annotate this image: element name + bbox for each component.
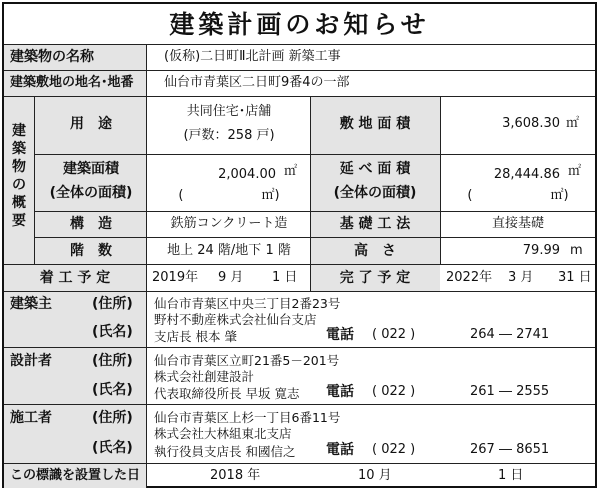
label-contractor: 施工者 xyxy=(10,410,52,426)
label-owner-person: (氏名) xyxy=(92,324,133,340)
label-floor-area: 延 べ 面 積 xyxy=(339,161,411,177)
rule xyxy=(146,44,147,488)
label-floors: 階 数 xyxy=(70,243,112,259)
notice-title: 建築計画のお知らせ xyxy=(169,10,430,39)
value-building-total: ( ㎡) xyxy=(178,188,280,203)
value-building-area: 2,004.00 xyxy=(218,167,276,182)
value-designer-area-code: ( 022 ) xyxy=(372,384,416,399)
value-building-name: (仮称)二日町Ⅱ北計画 新築工事 xyxy=(164,49,341,64)
label-contractor-person: (氏名) xyxy=(92,440,133,456)
unit-site-area: ㎡ xyxy=(566,116,580,131)
label-floor-total: (全体の面積) xyxy=(333,185,417,201)
rule xyxy=(4,463,595,464)
label-owner-address: (住所) xyxy=(92,296,133,312)
value-structure: 鉄筋コンクリート造 xyxy=(170,216,288,231)
value-designer-number: 261 ― 2555 xyxy=(470,384,550,399)
value-start-month: 9 月 xyxy=(218,270,244,285)
rule xyxy=(34,211,595,212)
value-use-line2: (戸数：258 戸) xyxy=(183,128,275,143)
value-start-year: 2019年 xyxy=(152,270,199,285)
value-site-address: 仙台市青葉区二日町9番4の一部 xyxy=(164,75,350,90)
value-owner-person: 支店長 根本 肇 xyxy=(154,329,237,344)
value-completion-day: 31 日 xyxy=(558,270,592,285)
label-building-area: 建築面積 xyxy=(63,161,119,177)
value-contractor-person: 執行役員支店長 和國信之 xyxy=(154,444,296,459)
value-floors: 地上 24 階/地下 1 階 xyxy=(167,243,291,258)
rule xyxy=(4,44,595,45)
value-owner-area-code: ( 022 ) xyxy=(372,327,416,342)
label-completion: 完 了 予 定 xyxy=(339,270,411,286)
label-designer-person: (氏名) xyxy=(92,382,133,398)
label-use: 用 途 xyxy=(70,116,112,132)
rule xyxy=(4,404,595,405)
label-posted-date: この標識を設置した日 xyxy=(10,468,141,483)
label-contractor-phone: 電話 xyxy=(326,442,354,458)
value-foundation: 直接基礎 xyxy=(491,216,544,231)
value-posted-month: 10 月 xyxy=(358,468,392,483)
value-owner-address: 仙台市青葉区中央三丁目2番23号 xyxy=(154,296,341,311)
unit-building-area: ㎡ xyxy=(284,164,298,179)
value-completion-year: 2022年 xyxy=(446,270,493,285)
unit-height: m xyxy=(570,243,583,258)
label-owner-phone: 電話 xyxy=(326,327,354,343)
value-designer-company: 株式会社創建設計 xyxy=(154,369,255,384)
rule xyxy=(4,291,595,292)
notice-board xyxy=(2,2,597,488)
value-site-area: 3,608.30 xyxy=(502,116,560,131)
label-shade-6 xyxy=(4,291,146,463)
value-use-line1: 共同住宅･店舗 xyxy=(186,104,272,119)
rule xyxy=(4,347,595,348)
label-owner: 建築主 xyxy=(10,296,52,312)
label-foundation: 基 礎 工 法 xyxy=(339,216,411,232)
rule xyxy=(34,96,35,264)
value-start-day: 1 日 xyxy=(272,270,298,285)
label-building-total: (全体の面積) xyxy=(49,185,133,201)
value-floor-total: ( ㎡) xyxy=(467,188,569,203)
value-owner-number: 264 ― 2741 xyxy=(470,327,550,342)
rule xyxy=(440,96,441,264)
label-designer-address: (住所) xyxy=(92,353,133,369)
value-posted-day: 1 日 xyxy=(498,468,524,483)
label-structure: 構 造 xyxy=(70,216,112,232)
label-start: 着 工 予 定 xyxy=(39,270,111,286)
value-designer-address: 仙台市青葉区立町21番5－201号 xyxy=(154,353,340,368)
label-height: 高 さ xyxy=(354,243,396,259)
rule xyxy=(4,264,595,265)
value-height: 79.99 xyxy=(522,243,560,258)
rule xyxy=(4,70,595,71)
label-designer-phone: 電話 xyxy=(326,384,354,400)
value-owner-company: 野村不動産株式会社仙台支店 xyxy=(154,312,317,327)
label-site-address: 建築敷地の地名･地番 xyxy=(10,75,134,90)
label-designer: 設計者 xyxy=(10,353,52,369)
rule xyxy=(34,237,595,238)
value-posted-year: 2018 年 xyxy=(210,468,261,483)
rule xyxy=(4,96,595,97)
label-site-area: 敷 地 面 積 xyxy=(339,116,411,132)
value-contractor-address: 仙台市青葉区上杉一丁目6番11号 xyxy=(154,410,341,425)
label-building-name: 建築物の名称 xyxy=(10,49,94,65)
label-overview: 建築物の概要 xyxy=(12,123,26,229)
rule xyxy=(34,154,595,155)
rule xyxy=(310,96,311,291)
value-contractor-area-code: ( 022 ) xyxy=(372,442,416,457)
value-contractor-number: 267 ― 8651 xyxy=(470,442,550,457)
value-contractor-company: 株式会社大林組東北支店 xyxy=(154,426,292,441)
unit-floor-area: ㎡ xyxy=(568,164,582,179)
value-floor-area: 28,444.86 xyxy=(493,167,560,182)
label-contractor-address: (住所) xyxy=(92,410,133,426)
value-designer-person: 代表取締役所長 早坂 寛志 xyxy=(154,386,300,401)
value-completion-month: 3 月 xyxy=(508,270,534,285)
